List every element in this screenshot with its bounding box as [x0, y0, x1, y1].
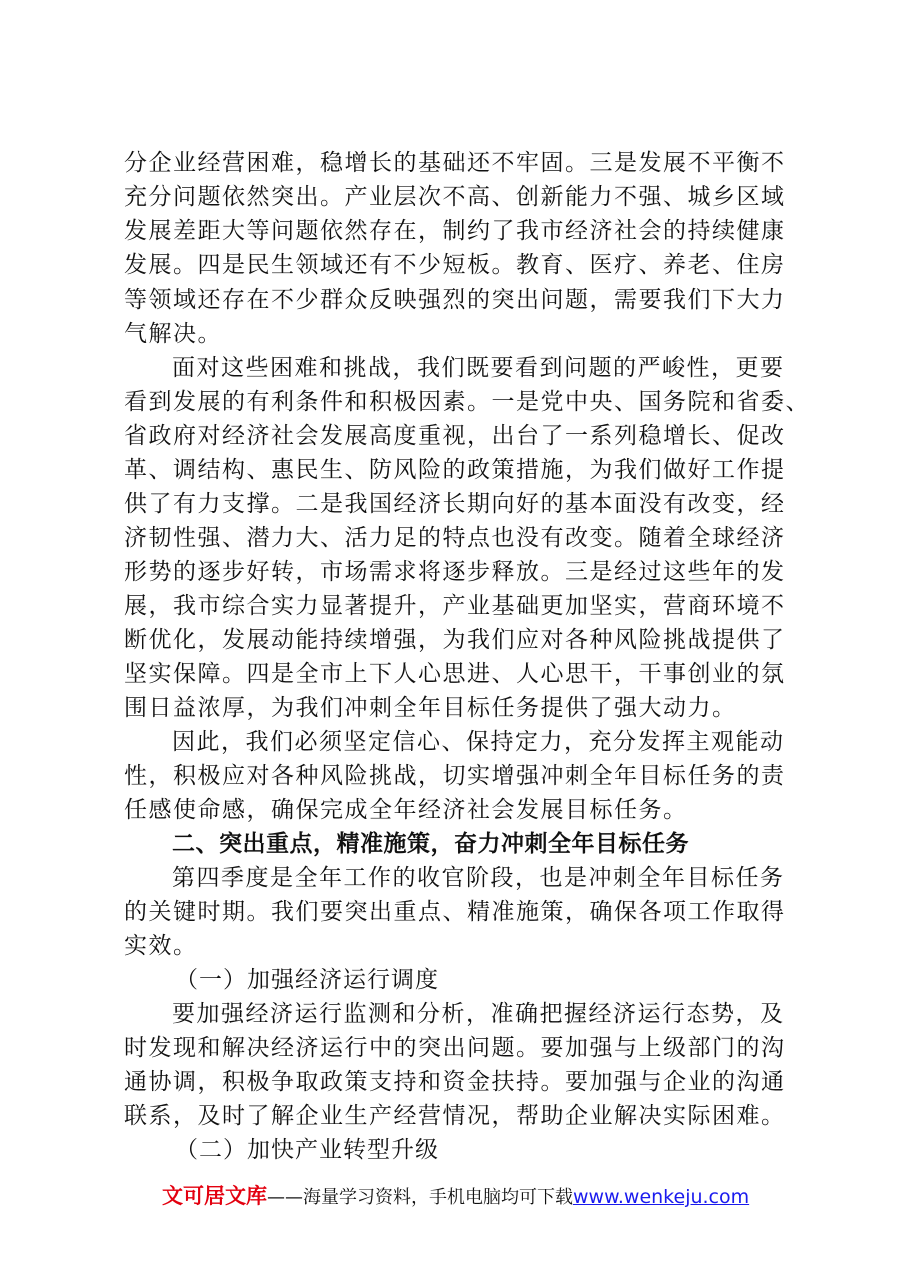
body-line: 等领域还存在不少群众反映强烈的突出问题，需要我们下大力: [124, 287, 786, 313]
body-line: 看到发展的有利条件和积极因素。一是党中央、国务院和省委、: [124, 389, 810, 415]
footer-site-link[interactable]: www.wenkeju.com: [573, 1186, 750, 1208]
paragraph-start: 第四季度是全年工作的收官阶段，也是冲刺全年目标任务: [172, 865, 785, 891]
body-line: 时发现和解决经济运行中的突出问题。要加强与上级部门的沟: [124, 1035, 786, 1061]
body-line: 济韧性强、潜力大、活力足的特点也没有改变。随着全球经济: [124, 525, 786, 551]
subsection-heading: （二）加快产业转型升级: [175, 1137, 439, 1163]
body-line: 革、调结构、惠民生、防风险的政策措施，为我们做好工作提: [124, 457, 786, 483]
paragraph-start: 要加强经济运行监测和分析，准确把握经济运行态势，及: [172, 1001, 785, 1027]
body-line: 断优化，发展动能持续增强，为我们应对各种风险挑战提供了: [124, 627, 786, 653]
footer-dash: ——: [267, 1187, 303, 1208]
footer-tagline: 海量学习资料，手机电脑均可下载: [303, 1187, 573, 1208]
body-line: 形势的逐步好转，市场需求将逐步释放。三是经过这些年的发: [124, 559, 786, 585]
body-line: 发展差距大等问题依然存在，制约了我市经济社会的持续健康: [124, 218, 786, 244]
footer-brand: 文可居文库: [162, 1184, 267, 1208]
body-line: 省政府对经济社会发展高度重视，出台了一系列稳增长、促改: [124, 423, 786, 449]
body-line: 通协调，积极争取政策支持和资金扶持。要加强与企业的沟通: [124, 1069, 786, 1095]
body-line: 的关键时期。我们要突出重点、精准施策，确保各项工作取得: [124, 899, 786, 925]
body-line: 展，我市综合实力显著提升，产业基础更加坚实，营商环境不: [124, 593, 786, 619]
body-line: 围日益浓厚，为我们冲刺全年目标任务提供了强大动力。: [124, 695, 737, 721]
subsection-heading: （一）加强经济运行调度: [175, 967, 439, 993]
body-line: 任感使命感，确保完成全年经济社会发展目标任务。: [124, 797, 688, 823]
body-line: 充分问题依然突出。产业层次不高、创新能力不强、城乡区域: [124, 184, 786, 210]
body-line: 联系，及时了解企业生产经营情况，帮助企业解决实际困难。: [124, 1103, 786, 1129]
body-line: 供了有力支撑。二是我国经济长期向好的基本面没有改变，经: [124, 491, 786, 517]
section-heading: 二、突出重点，精准施策，奋力冲刺全年目标任务: [172, 831, 689, 857]
body-line: 坚实保障。四是全市上下人心思进、人心思干，干事创业的氛: [124, 661, 786, 687]
body-line: 分企业经营困难，稳增长的基础还不牢固。三是发展不平衡不: [124, 150, 786, 176]
body-line: 实效。: [124, 933, 198, 959]
paragraph-start: 因此，我们必须坚定信心、保持定力，充分发挥主观能动: [172, 729, 785, 755]
body-line: 性，积极应对各种风险挑战，切实增强冲刺全年目标任务的责: [124, 763, 786, 789]
footer-banner: [162, 1181, 749, 1211]
body-line: 发展。四是民生领域还有不少短板。教育、医疗、养老、住房: [124, 252, 786, 278]
paragraph-start: 面对这些困难和挑战，我们既要看到问题的严峻性，更要: [172, 355, 785, 381]
body-line: 气解决。: [124, 321, 222, 347]
